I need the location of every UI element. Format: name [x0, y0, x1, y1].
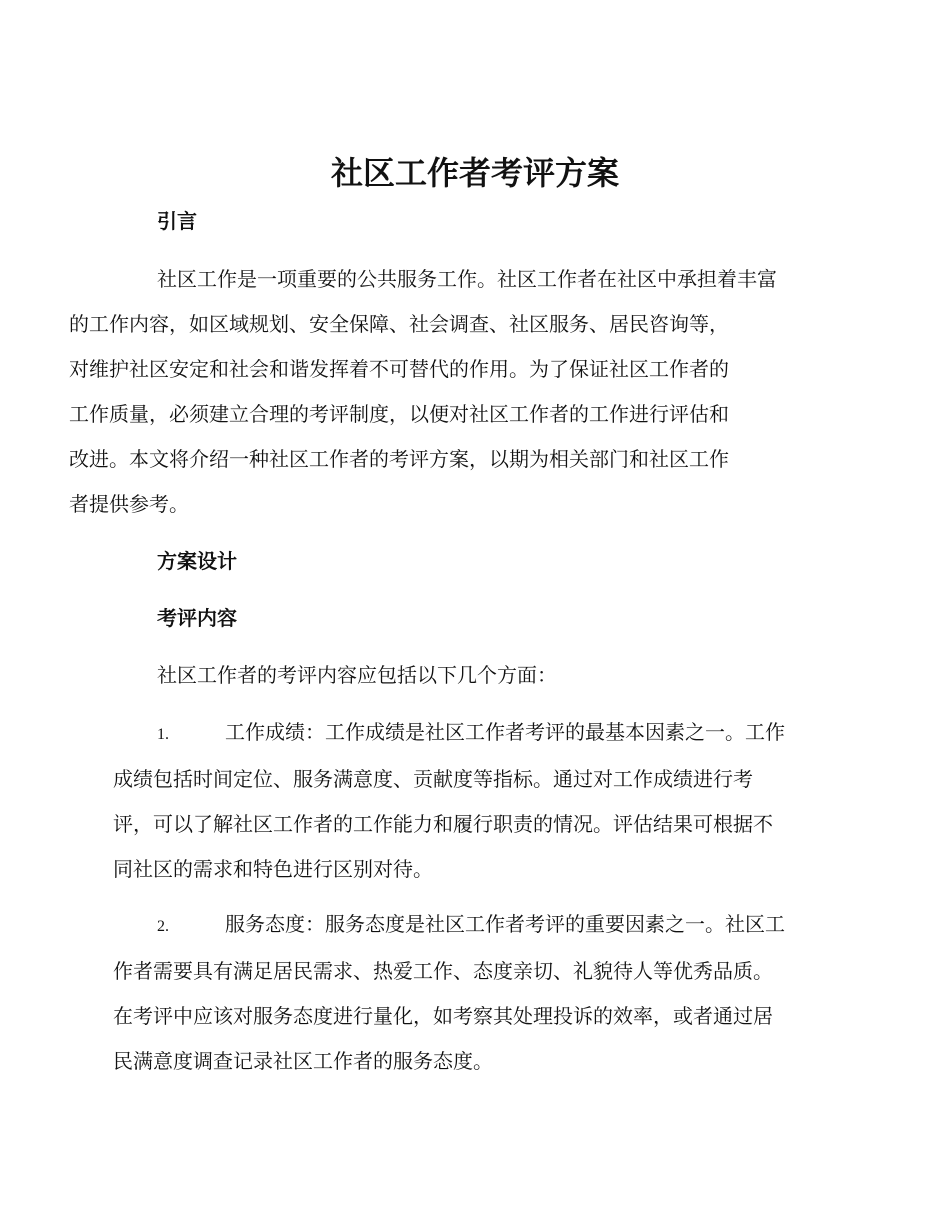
text-line: 者提供参考。 [69, 492, 189, 516]
text-line: 同社区的需求和特色进行区别对待。 [113, 857, 433, 881]
text-line: 作者需要具有满足居民需求、热爱工作、态度亲切、礼貌待人等优秀品质。 [113, 959, 773, 983]
section-heading-content: 考评内容 [157, 606, 237, 630]
section-heading-intro: 引言 [157, 209, 197, 233]
section-heading-design: 方案设计 [157, 549, 237, 573]
text-line: 的工作内容，如区域规划、安全保障、社会调查、社区服务、居民咨询等， [69, 312, 729, 336]
text-line: 改进。本文将介绍一种社区工作者的考评方案，以期为相关部门和社区工作 [69, 447, 729, 471]
list-item-first-line [113, 710, 833, 757]
list-number: 2. [157, 918, 169, 935]
text-line: 工作成绩：工作成绩是社区工作者考评的最基本因素之一。工作 [225, 720, 785, 744]
text-line: 对维护社区安定和社会和谐发挥着不可替代的作用。为了保证社区工作者的 [69, 357, 729, 381]
list-item [113, 710, 833, 892]
text-line: 工作质量，必须建立合理的考评制度，以便对社区工作者的工作进行评估和 [69, 402, 729, 426]
text-line: 服务态度：服务态度是社区工作者考评的重要因素之一。社区工 [225, 912, 785, 936]
intro-paragraph [69, 257, 833, 527]
text-line: 评，可以了解社区工作者的工作能力和履行职责的情况。评估结果可根据不 [113, 812, 773, 836]
list-item-first-line [113, 902, 833, 949]
text-line: 在考评中应该对服务态度进行量化，如考察其处理投诉的效率，或者通过居 [113, 1004, 773, 1028]
text-line: 成绩包括时间定位、服务满意度、贡献度等指标。通过对工作成绩进行考 [113, 767, 753, 791]
list-item [113, 902, 833, 1084]
document-title: 社区工作者考评方案 [330, 154, 619, 192]
content-lead-paragraph: 社区工作者的考评内容应包括以下几个方面： [157, 663, 557, 687]
text-line: 社区工作是一项重要的公共服务工作。社区工作者在社区中承担着丰富 [157, 267, 777, 291]
text-line: 民满意度调查记录社区工作者的服务态度。 [113, 1049, 493, 1073]
list-number: 1. [157, 726, 169, 743]
